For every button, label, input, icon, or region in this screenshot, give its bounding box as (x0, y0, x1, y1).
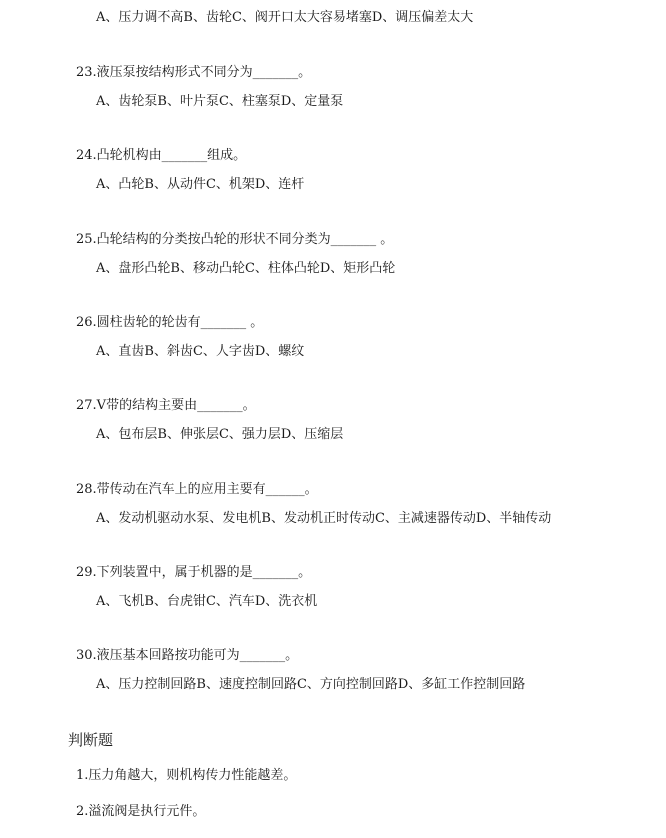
section-title-true-false: 判断题 (68, 731, 114, 749)
tf-item-2: 2.溢流阀是执行元件。 (76, 804, 206, 819)
question-25-options: A、盘形凸轮B、移动凸轮C、柱体凸轮D、矩形凸轮 (96, 261, 396, 276)
tf-item-1: 1.压力角越大，则机构传力性能越差。 (76, 768, 297, 783)
question-24-text: 24.凸轮机构由_______组成。 (76, 148, 247, 163)
question-23-options: A、齿轮泵B、叶片泵C、柱塞泵D、定量泵 (96, 94, 344, 109)
question-29-options: A、飞机B、台虎钳C、汽车D、洗衣机 (96, 594, 318, 609)
question-26-text: 26.圆柱齿轮的轮齿有_______ 。 (76, 315, 264, 330)
question-30-text: 30.液压基本回路按功能可为_______。 (76, 648, 299, 663)
question-28-options: A、发动机驱动水泵、发电机B、发动机正时传动C、主减速器传动D、半轴传动 (96, 511, 552, 526)
question-22-options: A、压力调不高B、齿轮C、阀开口太大容易堵塞D、调压偏差太大 (96, 10, 474, 25)
question-27-text: 27.V带的结构主要由_______。 (76, 398, 256, 413)
question-23-text: 23.液压泵按结构形式不同分为_______。 (76, 65, 312, 80)
question-30-options: A、压力控制回路B、速度控制回路C、方向控制回路D、多缸工作控制回路 (96, 677, 526, 692)
question-29-text: 29.下列装置中，属于机器的是_______。 (76, 565, 312, 580)
question-27-options: A、包布层B、伸张层C、强力层D、压缩层 (96, 427, 344, 442)
question-25-text: 25.凸轮结构的分类按凸轮的形状不同分类为_______ 。 (76, 232, 394, 247)
question-26-options: A、直齿B、斜齿C、人字齿D、螺纹 (96, 344, 305, 359)
question-28-text: 28.带传动在汽车上的应用主要有______。 (76, 482, 318, 497)
question-24-options: A、凸轮B、从动件C、机架D、连杆 (96, 177, 305, 192)
